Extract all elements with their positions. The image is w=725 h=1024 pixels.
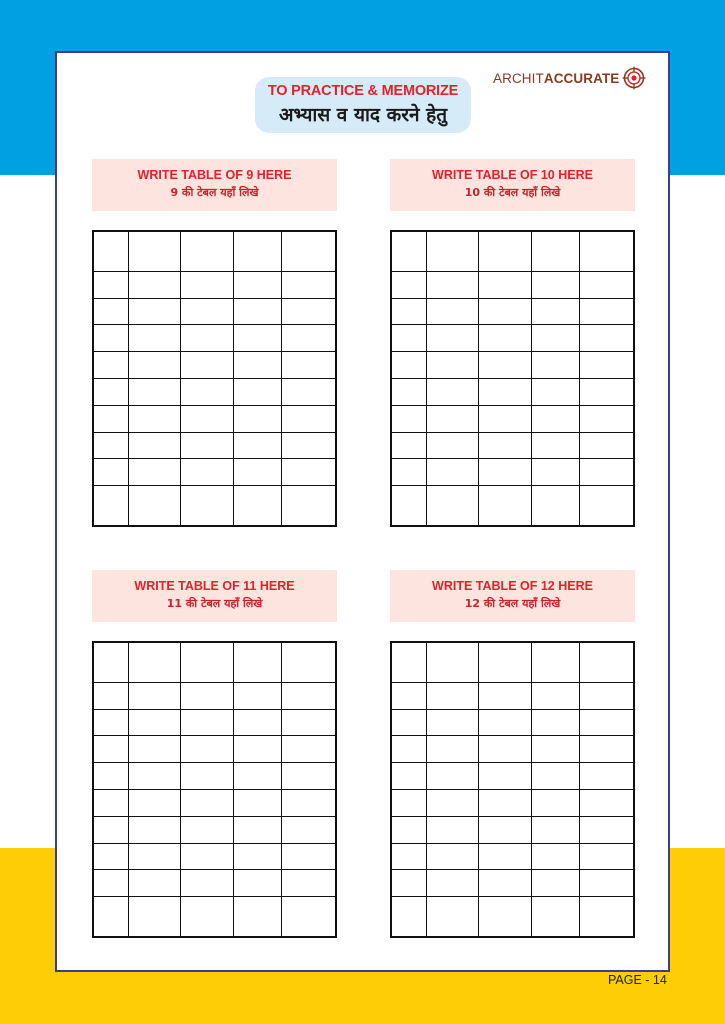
- grid-cell[interactable]: [579, 816, 634, 843]
- grid-cell[interactable]: [129, 271, 181, 298]
- grid-cell[interactable]: [129, 870, 181, 897]
- grid-row: [391, 843, 634, 870]
- grid-cell[interactable]: [532, 816, 580, 843]
- grid-cell[interactable]: [478, 897, 532, 937]
- grid-cell[interactable]: [93, 459, 129, 486]
- grid-cell[interactable]: [391, 325, 427, 352]
- grid-cell[interactable]: [478, 816, 532, 843]
- grid-cell[interactable]: [180, 870, 234, 897]
- grid-cell[interactable]: [180, 405, 234, 432]
- grid-cell[interactable]: [427, 789, 479, 816]
- grid-row: [93, 405, 336, 432]
- grid-cell[interactable]: [532, 763, 580, 790]
- grid-cell[interactable]: [478, 789, 532, 816]
- grid-cell[interactable]: [532, 789, 580, 816]
- brand-logo: [493, 65, 646, 91]
- grid-cell[interactable]: [579, 459, 634, 486]
- grid-cell[interactable]: [532, 897, 580, 937]
- grid-cell[interactable]: [532, 843, 580, 870]
- grid-cell[interactable]: [427, 736, 479, 763]
- grid-cell[interactable]: [579, 298, 634, 325]
- practice-grid-table-12[interactable]: [390, 641, 635, 938]
- grid-cell[interactable]: [93, 736, 129, 763]
- grid-cell[interactable]: [180, 378, 234, 405]
- header-title-pill: [255, 77, 471, 133]
- grid-cell[interactable]: [478, 843, 532, 870]
- grid-row: [93, 642, 336, 682]
- section-label-english: WRITE TABLE OF 10 HERE: [432, 168, 593, 182]
- grid-cell[interactable]: [281, 789, 336, 816]
- grid-cell[interactable]: [532, 271, 580, 298]
- grid-cell[interactable]: [180, 352, 234, 379]
- grid-row: [391, 405, 634, 432]
- grid-cell[interactable]: [180, 486, 234, 526]
- grid-cell[interactable]: [234, 325, 282, 352]
- grid-cell[interactable]: [478, 709, 532, 736]
- grid-row: [391, 378, 634, 405]
- grid-row: [93, 432, 336, 459]
- grid-row: [93, 816, 336, 843]
- grid-row: [391, 763, 634, 790]
- grid-cell[interactable]: [93, 231, 129, 271]
- section-label-english: WRITE TABLE OF 12 HERE: [432, 579, 593, 593]
- section-label-english: WRITE TABLE OF 9 HERE: [137, 168, 292, 182]
- grid-cell[interactable]: [129, 432, 181, 459]
- grid-cell[interactable]: [129, 325, 181, 352]
- grid-cell[interactable]: [129, 486, 181, 526]
- grid-cell[interactable]: [129, 405, 181, 432]
- grid-cell[interactable]: [579, 325, 634, 352]
- grid-cell[interactable]: [579, 736, 634, 763]
- grid-cell[interactable]: [427, 298, 479, 325]
- grid-cell[interactable]: [234, 378, 282, 405]
- section-label-table-12: [390, 570, 635, 622]
- grid-cell[interactable]: [234, 789, 282, 816]
- grid-row: [93, 789, 336, 816]
- grid-cell[interactable]: [391, 870, 427, 897]
- grid-cell[interactable]: [234, 870, 282, 897]
- grid-cell[interactable]: [129, 789, 181, 816]
- grid-cell[interactable]: [129, 843, 181, 870]
- section-label-english: WRITE TABLE OF 11 HERE: [134, 579, 295, 593]
- grid-cell[interactable]: [93, 897, 129, 937]
- grid-cell[interactable]: [478, 870, 532, 897]
- grid-cell[interactable]: [93, 378, 129, 405]
- grid-row: [93, 271, 336, 298]
- grid-row: [391, 486, 634, 526]
- grid-cell[interactable]: [478, 682, 532, 709]
- grid-cell[interactable]: [427, 231, 479, 271]
- grid-cell[interactable]: [391, 352, 427, 379]
- grid-cell[interactable]: [93, 298, 129, 325]
- grid-row: [93, 459, 336, 486]
- grid-cell[interactable]: [281, 352, 336, 379]
- grid-cell[interactable]: [93, 325, 129, 352]
- grid-cell[interactable]: [427, 325, 479, 352]
- grid-cell[interactable]: [281, 682, 336, 709]
- grid-cell[interactable]: [281, 298, 336, 325]
- grid-cell[interactable]: [478, 459, 532, 486]
- grid-row: [391, 709, 634, 736]
- grid-row: [391, 298, 634, 325]
- grid-row: [391, 459, 634, 486]
- grid-cell[interactable]: [234, 231, 282, 271]
- grid-cell[interactable]: [532, 298, 580, 325]
- grid-cell[interactable]: [478, 378, 532, 405]
- grid-cell[interactable]: [234, 843, 282, 870]
- grid-cell[interactable]: [234, 432, 282, 459]
- grid-cell[interactable]: [180, 897, 234, 937]
- grid-cell[interactable]: [281, 432, 336, 459]
- section-label-table-11: [92, 570, 337, 622]
- grid-cell[interactable]: [532, 231, 580, 271]
- grid-cell[interactable]: [93, 682, 129, 709]
- grid-cell[interactable]: [391, 736, 427, 763]
- grid-cell[interactable]: [579, 897, 634, 937]
- grid-cell[interactable]: [281, 816, 336, 843]
- grid-cell[interactable]: [478, 486, 532, 526]
- grid-cell[interactable]: [579, 405, 634, 432]
- grid-cell[interactable]: [129, 763, 181, 790]
- grid-row: [391, 352, 634, 379]
- section-label-hindi: 10 की टेबल यहाँ लिखे: [464, 186, 561, 199]
- grid-cell[interactable]: [427, 486, 479, 526]
- grid-cell[interactable]: [427, 816, 479, 843]
- grid-cell[interactable]: [427, 432, 479, 459]
- grid-cell[interactable]: [234, 298, 282, 325]
- grid-cell[interactable]: [180, 709, 234, 736]
- grid-cell[interactable]: [532, 325, 580, 352]
- grid-cell[interactable]: [478, 271, 532, 298]
- grid-cell[interactable]: [532, 405, 580, 432]
- grid-row: [391, 870, 634, 897]
- grid-cell[interactable]: [532, 459, 580, 486]
- grid-cell[interactable]: [180, 231, 234, 271]
- grid-cell[interactable]: [391, 459, 427, 486]
- grid-cell[interactable]: [234, 486, 282, 526]
- grid-cell[interactable]: [234, 352, 282, 379]
- grid-cell[interactable]: [391, 843, 427, 870]
- grid-cell[interactable]: [180, 736, 234, 763]
- grid-cell[interactable]: [93, 870, 129, 897]
- logo-text: [493, 71, 619, 86]
- grid-cell[interactable]: [129, 298, 181, 325]
- grid-row: [391, 789, 634, 816]
- logo-text-part1: ARCHIT: [493, 70, 544, 86]
- grid-cell[interactable]: [427, 870, 479, 897]
- grid-cell[interactable]: [234, 642, 282, 682]
- grid-cell[interactable]: [532, 870, 580, 897]
- grid-cell[interactable]: [532, 378, 580, 405]
- grid-row: [93, 352, 336, 379]
- grid-cell[interactable]: [391, 816, 427, 843]
- grid-cell[interactable]: [579, 789, 634, 816]
- grid-row: [93, 897, 336, 937]
- grid-cell[interactable]: [427, 352, 479, 379]
- grid-cell[interactable]: [281, 843, 336, 870]
- grid-cell[interactable]: [281, 736, 336, 763]
- grid-cell[interactable]: [234, 736, 282, 763]
- grid-cell[interactable]: [427, 459, 479, 486]
- grid-cell[interactable]: [579, 378, 634, 405]
- grid-row: [93, 763, 336, 790]
- grid-cell[interactable]: [391, 298, 427, 325]
- grid-cell[interactable]: [579, 870, 634, 897]
- grid-cell[interactable]: [579, 763, 634, 790]
- grid-cell[interactable]: [129, 682, 181, 709]
- practice-grid-table-9[interactable]: [92, 230, 337, 527]
- grid-cell[interactable]: [579, 352, 634, 379]
- grid-cell[interactable]: [391, 897, 427, 937]
- grid-cell[interactable]: [234, 459, 282, 486]
- practice-grid-table-11[interactable]: [92, 641, 337, 938]
- grid-cell[interactable]: [281, 405, 336, 432]
- grid-row: [93, 231, 336, 271]
- grid-cell[interactable]: [532, 352, 580, 379]
- grid-cell[interactable]: [427, 378, 479, 405]
- grid-cell[interactable]: [281, 459, 336, 486]
- grid-cell[interactable]: [234, 816, 282, 843]
- grid-row: [391, 816, 634, 843]
- grid-cell[interactable]: [180, 298, 234, 325]
- grid-cell[interactable]: [579, 231, 634, 271]
- grid-cell[interactable]: [391, 432, 427, 459]
- grid-cell[interactable]: [427, 709, 479, 736]
- grid-cell[interactable]: [93, 486, 129, 526]
- worksheet-page: [55, 51, 670, 972]
- grid-cell[interactable]: [579, 486, 634, 526]
- grid-cell[interactable]: [180, 816, 234, 843]
- grid-cell[interactable]: [532, 736, 580, 763]
- grid-cell[interactable]: [93, 432, 129, 459]
- grid-row: [391, 432, 634, 459]
- grid-cell[interactable]: [532, 432, 580, 459]
- target-crosshair-icon: [622, 66, 646, 90]
- grid-row: [391, 325, 634, 352]
- grid-cell[interactable]: [427, 642, 479, 682]
- grid-cell[interactable]: [478, 763, 532, 790]
- grid-cell[interactable]: [93, 789, 129, 816]
- grid-cell[interactable]: [129, 378, 181, 405]
- grid-cell[interactable]: [478, 352, 532, 379]
- grid-cell[interactable]: [93, 271, 129, 298]
- grid-cell[interactable]: [180, 432, 234, 459]
- grid-cell[interactable]: [391, 763, 427, 790]
- grid-cell[interactable]: [281, 486, 336, 526]
- grid-cell[interactable]: [129, 459, 181, 486]
- grid-cell[interactable]: [478, 298, 532, 325]
- grid-cell[interactable]: [93, 352, 129, 379]
- grid-cell[interactable]: [281, 897, 336, 937]
- header-title-english: TO PRACTICE & MEMORIZE: [267, 83, 459, 99]
- grid-cell[interactable]: [579, 432, 634, 459]
- grid-cell[interactable]: [579, 271, 634, 298]
- section-label-table-10: [390, 159, 635, 211]
- grid-cell[interactable]: [93, 642, 129, 682]
- grid-cell[interactable]: [281, 870, 336, 897]
- grid-cell[interactable]: [391, 642, 427, 682]
- grid-cell[interactable]: [234, 405, 282, 432]
- grid-row: [93, 486, 336, 526]
- grid-cell[interactable]: [532, 709, 580, 736]
- grid-cell[interactable]: [281, 642, 336, 682]
- grid-cell[interactable]: [391, 789, 427, 816]
- grid-cell[interactable]: [532, 486, 580, 526]
- grid-cell[interactable]: [478, 642, 532, 682]
- grid-cell[interactable]: [579, 682, 634, 709]
- grid-cell[interactable]: [93, 843, 129, 870]
- grid-cell[interactable]: [180, 271, 234, 298]
- section-label-hindi: 12 की टेबल यहाँ लिखे: [464, 597, 561, 610]
- grid-cell[interactable]: [234, 763, 282, 790]
- grid-cell[interactable]: [478, 231, 532, 271]
- logo-text-part2: ACCURATE: [543, 70, 620, 86]
- grid-cell[interactable]: [234, 709, 282, 736]
- grid-row: [391, 736, 634, 763]
- grid-row: [93, 682, 336, 709]
- practice-grid-table-10[interactable]: [390, 230, 635, 527]
- grid-row: [93, 870, 336, 897]
- grid-cell[interactable]: [532, 682, 580, 709]
- grid-cell[interactable]: [427, 682, 479, 709]
- grid-cell[interactable]: [93, 763, 129, 790]
- grid-cell[interactable]: [180, 642, 234, 682]
- grid-cell[interactable]: [427, 763, 479, 790]
- grid-cell[interactable]: [180, 789, 234, 816]
- grid-cell[interactable]: [281, 763, 336, 790]
- grid-cell[interactable]: [391, 378, 427, 405]
- grid-row: [93, 325, 336, 352]
- grid-cell[interactable]: [129, 352, 181, 379]
- grid-cell[interactable]: [281, 271, 336, 298]
- grid-row: [93, 709, 336, 736]
- grid-cell[interactable]: [93, 816, 129, 843]
- grid-cell[interactable]: [478, 736, 532, 763]
- grid-cell[interactable]: [281, 325, 336, 352]
- grid-cell[interactable]: [391, 271, 427, 298]
- grid-cell[interactable]: [129, 897, 181, 937]
- grid-cell[interactable]: [129, 642, 181, 682]
- grid-cell[interactable]: [234, 682, 282, 709]
- header-title-hindi: अभ्यास व याद करने हेतु: [278, 104, 448, 126]
- grid-cell[interactable]: [93, 405, 129, 432]
- grid-cell[interactable]: [579, 843, 634, 870]
- grid-cell[interactable]: [427, 897, 479, 937]
- section-label-hindi: 9 की टेबल यहाँ लिखे: [170, 186, 259, 199]
- grid-cell[interactable]: [180, 763, 234, 790]
- grid-cell[interactable]: [532, 642, 580, 682]
- grid-cell[interactable]: [579, 642, 634, 682]
- grid-cell[interactable]: [427, 271, 479, 298]
- grid-cell[interactable]: [129, 709, 181, 736]
- grid-row: [391, 897, 634, 937]
- grid-cell[interactable]: [281, 709, 336, 736]
- grid-cell[interactable]: [427, 843, 479, 870]
- grid-row: [391, 271, 634, 298]
- grid-cell[interactable]: [478, 405, 532, 432]
- grid-cell[interactable]: [180, 843, 234, 870]
- grid-cell[interactable]: [391, 231, 427, 271]
- grid-row: [391, 231, 634, 271]
- grid-cell[interactable]: [478, 325, 532, 352]
- grid-cell[interactable]: [281, 378, 336, 405]
- grid-cell[interactable]: [180, 682, 234, 709]
- grid-cell[interactable]: [391, 709, 427, 736]
- grid-row: [391, 682, 634, 709]
- grid-cell[interactable]: [234, 271, 282, 298]
- section-label-table-9: [92, 159, 337, 211]
- grid-cell[interactable]: [478, 432, 532, 459]
- grid-cell[interactable]: [281, 231, 336, 271]
- grid-cell[interactable]: [234, 897, 282, 937]
- grid-cell[interactable]: [129, 231, 181, 271]
- grid-cell[interactable]: [579, 709, 634, 736]
- grid-row: [93, 298, 336, 325]
- grid-cell[interactable]: [180, 459, 234, 486]
- grid-row: [391, 642, 634, 682]
- grid-row: [93, 843, 336, 870]
- grid-cell[interactable]: [427, 405, 479, 432]
- grid-row: [93, 378, 336, 405]
- grid-cell[interactable]: [129, 816, 181, 843]
- grid-cell[interactable]: [129, 736, 181, 763]
- grid-cell[interactable]: [180, 325, 234, 352]
- grid-row: [93, 736, 336, 763]
- section-label-hindi: 11 की टेबल यहाँ लिखे: [166, 597, 263, 610]
- grid-cell[interactable]: [391, 682, 427, 709]
- grid-cell[interactable]: [391, 486, 427, 526]
- grid-cell[interactable]: [391, 405, 427, 432]
- page-number: PAGE - 14: [608, 973, 667, 987]
- grid-cell[interactable]: [93, 709, 129, 736]
